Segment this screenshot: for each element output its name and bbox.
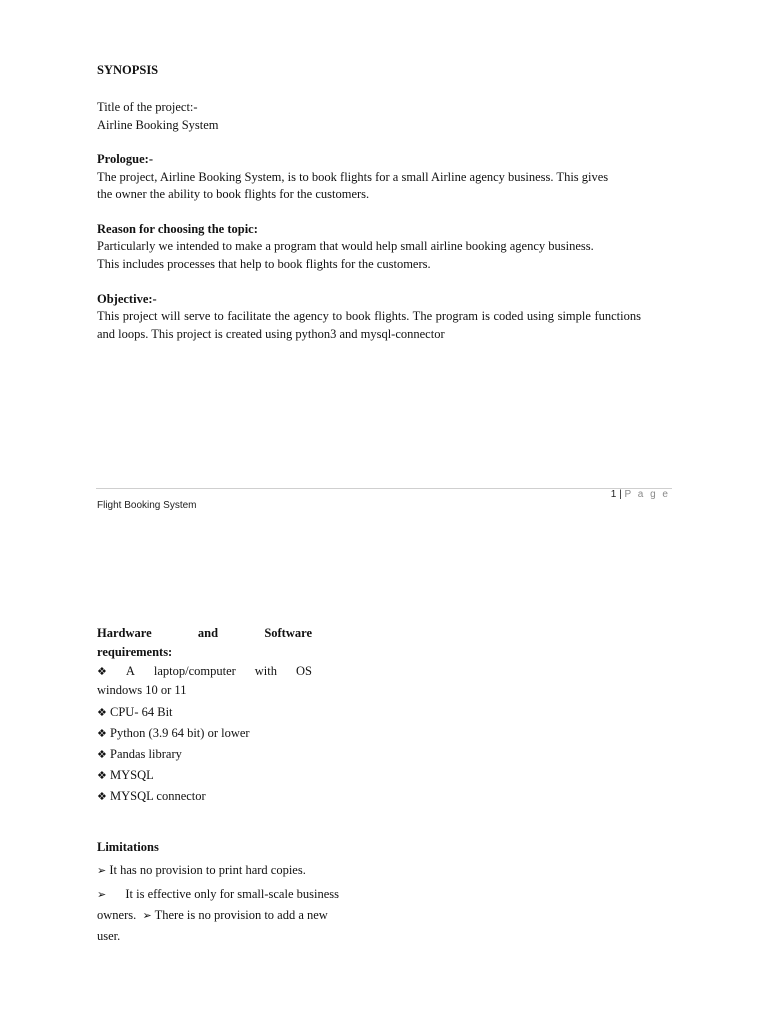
prologue-line-1: The project, Airline Booking System, is to book flights for a small Airline agency business. This gives xyxy=(97,170,609,184)
title-value: Airline Booking System xyxy=(97,118,219,132)
diamond-bullet-icon: ❖ xyxy=(97,769,107,782)
list-item: ➢ It is effective only for small-scale business owners. ➢ There is no provision to add a new user. xyxy=(97,884,339,947)
diamond-bullet-icon: ❖ xyxy=(97,706,107,719)
prologue-heading: Prologue:- xyxy=(97,152,154,166)
requirements-list xyxy=(97,662,312,807)
reason-heading: Reason for choosing the topic: xyxy=(97,222,258,236)
hardware-heading-line-2: requirements: xyxy=(97,645,173,659)
list-item: ❖ A laptop/computer with OS windows 10 or 11 xyxy=(97,664,312,697)
prologue-line-2: the owner the ability to book flights for the customers. xyxy=(97,187,370,201)
arrow-bullet-icon: ➢ xyxy=(142,909,152,922)
list-item: ➢ It has no provision to print hard copies. xyxy=(97,863,306,877)
reason-line-2: This includes processes that help to book flights for the customers. xyxy=(97,257,431,271)
list-item: ❖ Python (3.9 64 bit) or lower xyxy=(97,726,250,740)
list-item: ❖ Pandas library xyxy=(97,747,182,761)
page-word: P a g e xyxy=(624,489,670,500)
reason-line-1: Particularly we intended to make a program that would help small airline booking agency business. xyxy=(97,239,594,253)
page-number xyxy=(611,489,670,500)
list-item: ❖ CPU- 64 Bit xyxy=(97,705,173,719)
page-number-separator: | xyxy=(619,489,622,500)
synopsis-heading: SYNOPSIS xyxy=(97,63,159,77)
diamond-bullet-icon: ❖ xyxy=(97,665,107,678)
running-header-title: Flight Booking System xyxy=(97,500,197,511)
footer-divider xyxy=(96,488,672,489)
diamond-bullet-icon: ❖ xyxy=(97,748,107,761)
objective-heading: Objective:- xyxy=(97,292,157,306)
hardware-heading-line-1: Hardware and Software xyxy=(97,626,312,640)
limitations-heading: Limitations xyxy=(97,840,159,854)
diamond-bullet-icon: ❖ xyxy=(97,790,107,803)
limitations-list xyxy=(97,860,339,947)
diamond-bullet-icon: ❖ xyxy=(97,727,107,740)
title-label: Title of the project:- xyxy=(97,100,198,114)
arrow-bullet-icon: ➢ xyxy=(97,888,107,901)
page-number-value: 1 xyxy=(610,489,617,500)
hardware-software-heading xyxy=(97,624,312,662)
objective-text: This project will serve to facilitate the agency to book flights. The program is coded using simple functions and loops. This project is created using python3 and mysql-connector xyxy=(97,309,641,341)
list-item: ❖ MYSQL xyxy=(97,768,154,782)
list-item: ❖ MYSQL connector xyxy=(97,789,206,803)
arrow-bullet-icon: ➢ xyxy=(97,864,107,877)
